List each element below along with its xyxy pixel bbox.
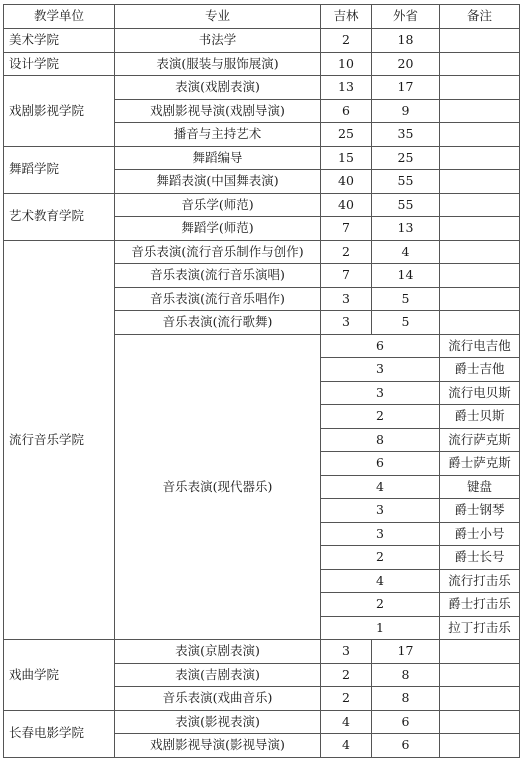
note-cell bbox=[440, 311, 520, 335]
count-cell: 3 bbox=[321, 499, 440, 523]
major-cell: 音乐表演(流行音乐唱作) bbox=[115, 287, 321, 311]
header-note: 备注 bbox=[440, 5, 520, 29]
note-cell bbox=[440, 663, 520, 687]
note-cell bbox=[440, 640, 520, 664]
count-cell: 3 bbox=[321, 522, 440, 546]
count-cell: 6 bbox=[321, 452, 440, 476]
other-province-cell: 25 bbox=[372, 146, 440, 170]
other-province-cell: 18 bbox=[372, 29, 440, 53]
note-cell: 爵士贝斯 bbox=[440, 405, 520, 429]
note-cell bbox=[440, 76, 520, 100]
note-cell bbox=[440, 146, 520, 170]
jilin-cell: 15 bbox=[321, 146, 372, 170]
note-cell bbox=[440, 217, 520, 241]
note-cell bbox=[440, 264, 520, 288]
jilin-cell: 3 bbox=[321, 311, 372, 335]
header-jilin: 吉林 bbox=[321, 5, 372, 29]
major-cell: 音乐学(师范) bbox=[115, 193, 321, 217]
jilin-cell: 10 bbox=[321, 52, 372, 76]
note-cell bbox=[440, 287, 520, 311]
count-cell: 1 bbox=[321, 616, 440, 640]
table-row bbox=[4, 29, 520, 53]
unit-cell: 长春电影学院 bbox=[4, 710, 115, 757]
note-cell: 爵士萨克斯 bbox=[440, 452, 520, 476]
note-cell bbox=[440, 734, 520, 758]
other-province-cell: 13 bbox=[372, 217, 440, 241]
major-cell: 音乐表演(戏曲音乐) bbox=[115, 687, 321, 711]
other-province-cell: 35 bbox=[372, 123, 440, 147]
note-cell: 爵士打击乐 bbox=[440, 593, 520, 617]
jilin-cell: 40 bbox=[321, 170, 372, 194]
note-cell bbox=[440, 170, 520, 194]
note-cell: 爵士小号 bbox=[440, 522, 520, 546]
major-cell: 戏剧影视导演(影视导演) bbox=[115, 734, 321, 758]
jilin-cell: 2 bbox=[321, 29, 372, 53]
table-row bbox=[4, 640, 520, 664]
jilin-cell: 3 bbox=[321, 640, 372, 664]
count-cell: 6 bbox=[321, 334, 440, 358]
jilin-cell: 2 bbox=[321, 240, 372, 264]
note-cell bbox=[440, 710, 520, 734]
count-cell: 3 bbox=[321, 358, 440, 382]
note-cell bbox=[440, 123, 520, 147]
table-row bbox=[4, 710, 520, 734]
note-cell bbox=[440, 52, 520, 76]
other-province-cell: 8 bbox=[372, 663, 440, 687]
major-cell: 播音与主持艺术 bbox=[115, 123, 321, 147]
count-cell: 2 bbox=[321, 546, 440, 570]
header-major: 专业 bbox=[115, 5, 321, 29]
jilin-cell: 7 bbox=[321, 264, 372, 288]
other-province-cell: 9 bbox=[372, 99, 440, 123]
jilin-cell: 13 bbox=[321, 76, 372, 100]
note-cell: 爵士吉他 bbox=[440, 358, 520, 382]
major-cell: 舞蹈表演(中国舞表演) bbox=[115, 170, 321, 194]
unit-cell: 流行音乐学院 bbox=[4, 240, 115, 640]
table-row bbox=[4, 76, 520, 100]
other-province-cell: 20 bbox=[372, 52, 440, 76]
note-cell: 流行电吉他 bbox=[440, 334, 520, 358]
unit-cell: 设计学院 bbox=[4, 52, 115, 76]
major-cell: 音乐表演(流行歌舞) bbox=[115, 311, 321, 335]
jilin-cell: 4 bbox=[321, 734, 372, 758]
note-cell bbox=[440, 29, 520, 53]
note-cell: 流行打击乐 bbox=[440, 569, 520, 593]
other-province-cell: 4 bbox=[372, 240, 440, 264]
table-row bbox=[4, 146, 520, 170]
count-cell: 4 bbox=[321, 475, 440, 499]
enrollment-table bbox=[3, 4, 520, 758]
major-cell: 表演(京剧表演) bbox=[115, 640, 321, 664]
note-cell: 流行电贝斯 bbox=[440, 381, 520, 405]
jilin-cell: 25 bbox=[321, 123, 372, 147]
jilin-cell: 7 bbox=[321, 217, 372, 241]
major-cell: 表演(服装与服饰展演) bbox=[115, 52, 321, 76]
jilin-cell: 6 bbox=[321, 99, 372, 123]
count-cell: 2 bbox=[321, 405, 440, 429]
other-province-cell: 5 bbox=[372, 311, 440, 335]
other-province-cell: 55 bbox=[372, 170, 440, 194]
unit-cell: 美术学院 bbox=[4, 29, 115, 53]
unit-cell: 戏曲学院 bbox=[4, 640, 115, 711]
major-cell: 音乐表演(现代器乐) bbox=[115, 334, 321, 640]
count-cell: 3 bbox=[321, 381, 440, 405]
other-province-cell: 6 bbox=[372, 734, 440, 758]
jilin-cell: 4 bbox=[321, 710, 372, 734]
unit-cell: 舞蹈学院 bbox=[4, 146, 115, 193]
other-province-cell: 8 bbox=[372, 687, 440, 711]
count-cell: 2 bbox=[321, 593, 440, 617]
major-cell: 音乐表演(流行音乐演唱) bbox=[115, 264, 321, 288]
major-cell: 舞蹈编导 bbox=[115, 146, 321, 170]
table-row bbox=[4, 52, 520, 76]
major-cell: 表演(吉剧表演) bbox=[115, 663, 321, 687]
note-cell bbox=[440, 193, 520, 217]
other-province-cell: 55 bbox=[372, 193, 440, 217]
count-cell: 8 bbox=[321, 428, 440, 452]
table-row bbox=[4, 240, 520, 264]
unit-cell: 艺术教育学院 bbox=[4, 193, 115, 240]
major-cell: 戏剧影视导演(戏剧导演) bbox=[115, 99, 321, 123]
other-province-cell: 6 bbox=[372, 710, 440, 734]
jilin-cell: 40 bbox=[321, 193, 372, 217]
major-cell: 表演(影视表演) bbox=[115, 710, 321, 734]
header-other-province: 外省 bbox=[372, 5, 440, 29]
other-province-cell: 17 bbox=[372, 76, 440, 100]
major-cell: 音乐表演(流行音乐制作与创作) bbox=[115, 240, 321, 264]
other-province-cell: 17 bbox=[372, 640, 440, 664]
unit-cell: 戏剧影视学院 bbox=[4, 76, 115, 147]
note-cell bbox=[440, 687, 520, 711]
jilin-cell: 2 bbox=[321, 687, 372, 711]
major-cell: 书法学 bbox=[115, 29, 321, 53]
other-province-cell: 5 bbox=[372, 287, 440, 311]
major-cell: 表演(戏剧表演) bbox=[115, 76, 321, 100]
other-province-cell: 14 bbox=[372, 264, 440, 288]
jilin-cell: 2 bbox=[321, 663, 372, 687]
header-unit: 教学单位 bbox=[4, 5, 115, 29]
major-cell: 舞蹈学(师范) bbox=[115, 217, 321, 241]
count-cell: 4 bbox=[321, 569, 440, 593]
note-cell: 拉丁打击乐 bbox=[440, 616, 520, 640]
header-row bbox=[4, 5, 520, 29]
note-cell: 键盘 bbox=[440, 475, 520, 499]
jilin-cell: 3 bbox=[321, 287, 372, 311]
note-cell: 爵士长号 bbox=[440, 546, 520, 570]
table-row bbox=[4, 193, 520, 217]
note-cell: 流行萨克斯 bbox=[440, 428, 520, 452]
note-cell bbox=[440, 240, 520, 264]
note-cell bbox=[440, 99, 520, 123]
note-cell: 爵士钢琴 bbox=[440, 499, 520, 523]
